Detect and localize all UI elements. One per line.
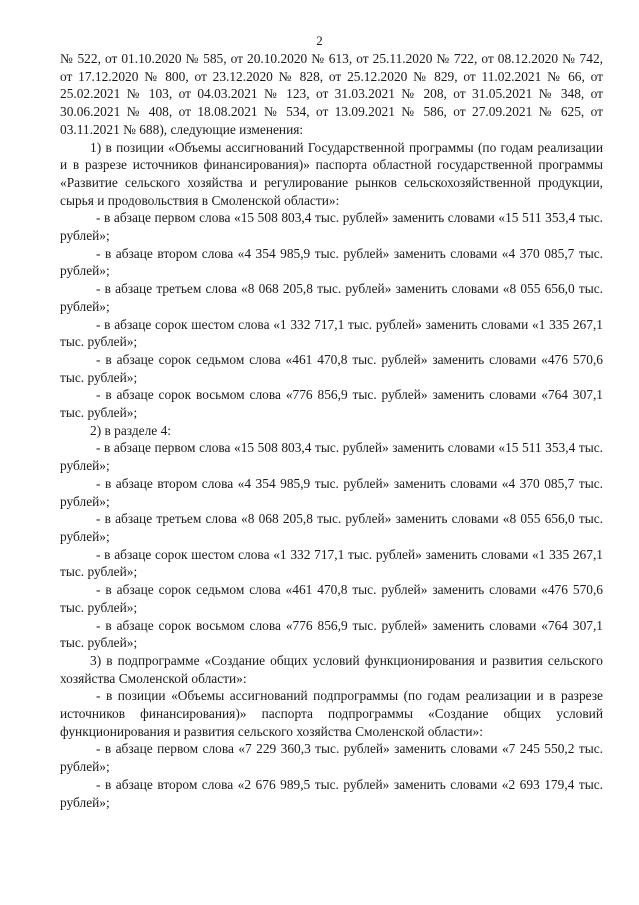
paragraph-12: - в абзаце сорок шестом слова «1 332 717,1 тыс. рублей» заменить словами «1 335 267,1 тыс. рублей»; [60, 546, 603, 580]
paragraph-5: - в абзаце сорок шестом слова «1 332 717,1 тыс. рублей» заменить словами «1 335 267,1 тыс. рублей»; [60, 316, 603, 350]
paragraph-6: - в абзаце сорок седьмом слова «461 470,8 тыс. рублей» заменить словами «476 570,6 тыс. рублей»; [60, 351, 603, 385]
paragraph-9: - в абзаце первом слова «15 508 803,4 тыс. рублей» заменить словами «15 511 353,4 тыс. рублей»; [60, 440, 603, 474]
paragraph-8: 2) в разделе 4: [90, 422, 172, 438]
paragraph-10: - в абзаце втором слова «4 354 985,9 тыс. рублей» заменить словами «4 370 085,7 тыс. рублей»; [60, 475, 603, 509]
page-number: 2 [316, 33, 323, 48]
paragraph-0: № 522, от 01.10.2020 № 585, от 20.10.2020 № 613, от 25.11.2020 № 722, от 08.12.2020 № 742, от 17.12.2020 № 800, от 23.12.2020 № 828, от 25.12.2020 № 829, от 11.02.2021 № 66, от 25.02.2021 № 103, от 04.03.2021 № 123, от 31.03.2021 № 208, от 31.05.2021 № 348, от 30.06.2021 № 408, от 18.08.2021 № 534, от 13.09.2021 № 586, от 27.09.2021 № 625, от 03.11.2021 № 688), следующие изменения: [60, 51, 603, 137]
paragraph-14: - в абзаце сорок восьмом слова «776 856,9 тыс. рублей» заменить словами «764 307,1 тыс. рублей»; [60, 617, 603, 651]
document-body [60, 50, 603, 811]
paragraph-13: - в абзаце сорок седьмом слова «461 470,8 тыс. рублей» заменить словами «476 570,6 тыс. рублей»; [60, 582, 603, 615]
paragraph-17: - в абзаце первом слова «7 229 360,3 тыс. рублей» заменить словами «7 245 550,2 тыс. рублей»; [60, 741, 603, 775]
paragraph-11: - в абзаце третьем слова «8 068 205,8 тыс. рублей» заменить словами «8 055 656,0 тыс. рублей»; [60, 511, 603, 544]
paragraph-1: 1) в позиции «Объемы ассигнований Государственной программы (по годам реализации и в разрезе источников финансирования)» паспорта областной государственной программы «Развитие сельского хозяйства и регулирование рынков сельскохозяйственной продукции, сырья и продовольствия в Смоленской области»: [60, 139, 603, 208]
paragraph-3: - в абзаце втором слова «4 354 985,9 тыс. рублей» заменить словами «4 370 085,7 тыс. рублей»; [60, 245, 603, 279]
paragraph-15: 3) в подпрограмме «Создание общих условий функционирования и развития сельского хозяйства Смоленской области»: [60, 652, 603, 686]
paragraph-18: - в абзаце втором слова «2 676 989,5 тыс. рублей» заменить словами «2 693 179,4 тыс. рублей»; [60, 776, 603, 810]
paragraph-16: - в позиции «Объемы ассигнований подпрограммы (по годам реализации и в разрезе источников финансирования)» паспорта подпрограммы «Создание общих условий функционирования и развития сельского хозяйства Смоленской области»: [60, 688, 603, 739]
paragraph-2: - в абзаце первом слова «15 508 803,4 тыс. рублей» заменить словами «15 511 353,4 тыс. рублей»; [60, 210, 603, 244]
paragraph-7: - в абзаце сорок восьмом слова «776 856,9 тыс. рублей» заменить словами «764 307,1 тыс. рублей»; [60, 387, 603, 421]
paragraph-4: - в абзаце третьем слова «8 068 205,8 тыс. рублей» заменить словами «8 055 656,0 тыс. рублей»; [60, 281, 603, 314]
